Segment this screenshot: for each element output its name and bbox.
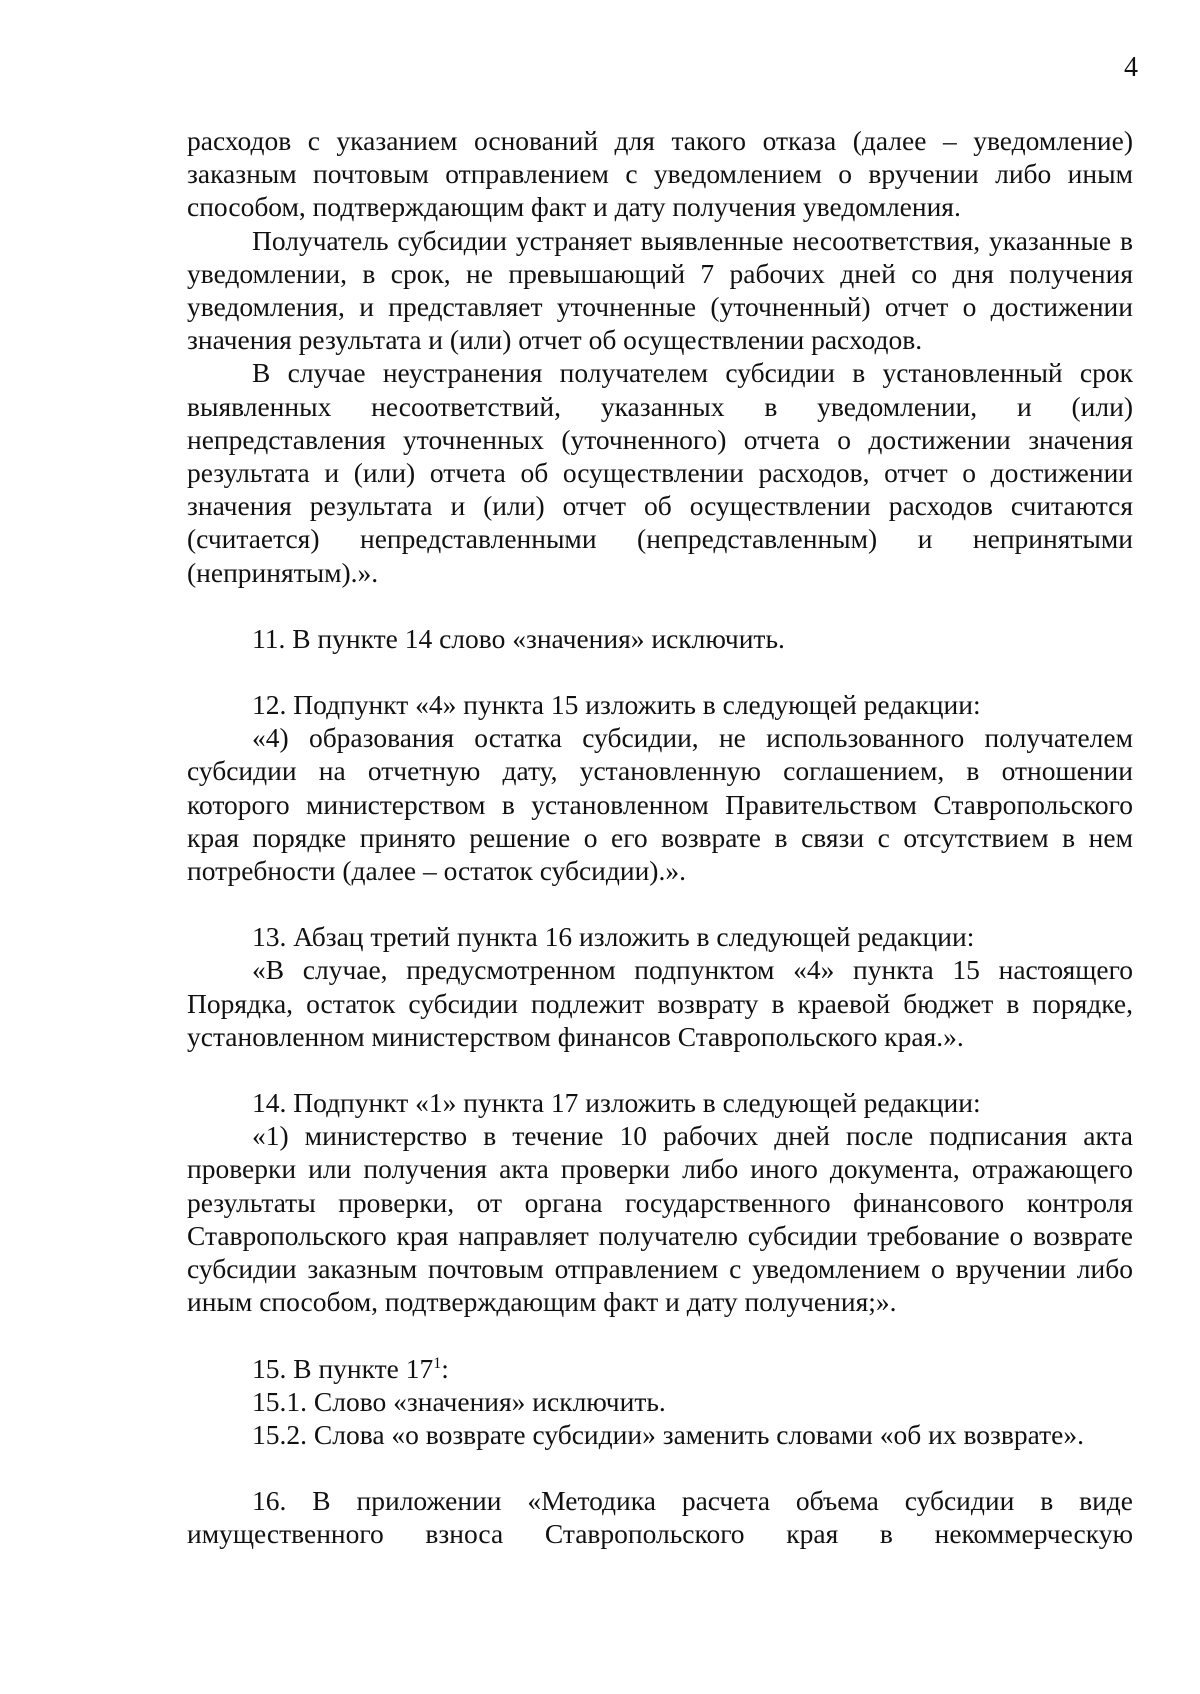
paragraph-recipient-corrects: Получатель субсидии устраняет выявленные несоответствия, указанные в уведомлении, в срок, не превышающий 7 рабочих дней со дня получения уведомления, и представляет уточненные (уточненный) отчет о достижении значения результата и (или) отчет об осуществлении расходов. [187,224,1133,356]
item-14-heading: 14. Подпункт «1» пункта 17 изложить в следующей редакции: [252,1087,981,1119]
paragraph-notice-continuation: расходов с указанием оснований для такого отказа (далее – уведомление) заказным почтовым отправлением с уведомлением о вручении либо иным способом, подтверждающим факт и дату получения уведомления. [187,125,1133,223]
item-11: 11. В пункте 14 слово «значения» исключить. [252,622,785,654]
item-14-text: «1) министерство в течение 10 рабочих дней после подписания акта проверки или получения акта проверки либо иного документа, отражающего результаты проверки, от органа государственного финансового контроля Ставропольского края направляет получателю субсидии требование о возврате субсидии заказным почтовым отправлением с уведомлением о вручении либо иным способом, подтверждающим факт и дату получения;». [187,1120,1133,1318]
item-12-text: «4) образования остатка субсидии, не использованного получателем субсидии на отчетную дату, установленную соглашением, в отношении которого министерством в установленном Правительством Ставропольского края порядке принято решение о его возврате в связи с отсутствием в нем потребности (далее – остаток субсидии).». [187,722,1133,887]
item-15-heading [187,1352,1133,1385]
item-15-heading-text: 15. В пункте 17 [252,1352,434,1384]
page-number: 4 [1124,52,1138,83]
item-15-heading-tail: : [441,1352,449,1384]
item-15-superscript: 1 [433,1354,442,1372]
item-15-2: 15.2. Слова «о возврате субсидии» заменить словами «об их возврате». [252,1418,1084,1450]
document-body [187,124,1133,1551]
item-13-heading: 13. Абзац третий пункта 16 изложить в следующей редакции: [252,921,975,953]
item-13-text: «В случае, предусмотренном подпунктом «4» пункта 15 настоящего Порядка, остаток субсидии подлежит возврату в краевой бюджет в порядке, установленном министерством финансов Ставропольского края.». [187,954,1133,1052]
item-16: 16. В приложении «Методика расчета объема субсидии в виде имущественного взноса Ставропольского края в некоммерческую [187,1485,1133,1550]
paragraph-failure-to-correct: В случае неустранения получателем субсидии в установленный срок выявленных несоответствий, указанных в уведомлении, и (или) непредставления уточненных (уточненного) отчета о достижении значения результата и (или) отчета об осуществлении расходов, отчет о достижении значения результата и (или) отчет об осуществлении расходов считаются (считается) непредставленными (непредставленным) и непринятыми (непринятым).». [187,357,1133,588]
item-15-1: 15.1. Слово «значения» исключить. [252,1385,666,1417]
item-12-heading: 12. Подпункт «4» пункта 15 изложить в следующей редакции: [252,689,981,721]
